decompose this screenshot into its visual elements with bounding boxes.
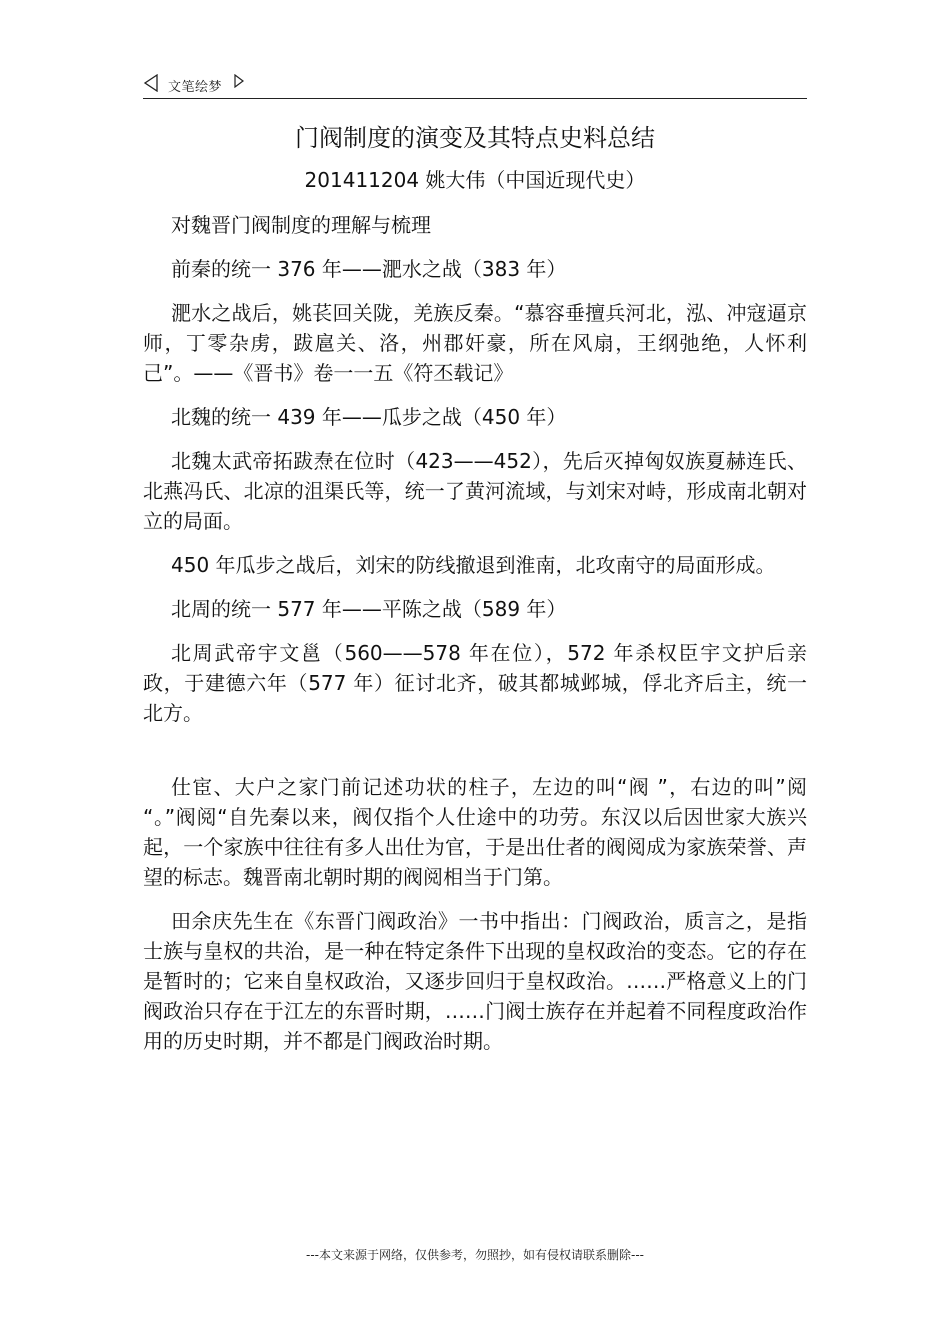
document-body: [143, 210, 807, 1070]
footer-disclaimer: ---本文来源于网络，仅供参考，勿照抄，如有侵权请联系删除---: [306, 1248, 644, 1262]
document-subtitle: 201411204 姚大伟（中国近现代史）: [304, 168, 646, 192]
paragraph: 450 年瓜步之战后，刘宋的防线撤退到淮南，北攻南守的局面形成。: [171, 553, 776, 577]
paragraph: 北周武帝宇文邕（560——578 年在位），572 年杀权臣宇文护后亲政，于建德六年（577 年）征讨北齐，破其都城邺城，俘北齐后主，统一北方。: [143, 641, 807, 725]
blank-line: [143, 742, 807, 772]
paragraph: 北魏的统一 439 年——瓜步之战（450 年）: [171, 405, 567, 429]
paragraph: 北魏太武帝拓跋焘在位时（423——452），先后灭掉匈奴族夏赫连氏、北燕冯氏、北凉的沮渠氏等，统一了黄河流域，与刘宋对峙，形成南北朝对立的局面。: [143, 449, 807, 533]
document-title: 门阀制度的演变及其特点史料总结: [295, 124, 655, 152]
paragraph: 淝水之战后，姚苌回关陇，羌族反秦。“慕容垂擅兵河北，泓、冲寇逼京师，丁零杂虏，跋扈关、洛，州郡奸豪，所在风扇，王纲弛绝，人怀利己”。——《晋书》卷一一五《符丕载记》: [143, 301, 807, 385]
paragraph: 田余庆先生在《东晋门阀政治》一书中指出：门阀政治，质言之，是指士族与皇权的共治，是一种在特定条件下出现的皇权政治的变态。它的存在是暂时的；它来自皇权政治，又逐步回归于皇权政治。……严格意义上的门阀政治只存在于江左的东晋时期，……门阀士族存在并起着不同程度政治作用的历史时期，并不都是门阀政治时期。: [143, 909, 807, 1053]
paragraph: 对魏晋门阀制度的理解与梳理: [171, 213, 431, 237]
paragraph: 仕宦、大户之家门前记述功状的柱子，左边的叫“阀 ”，右边的叫”阅 “。”阀阅“自先秦以来，阀仅指个人仕途中的功劳。东汉以后因世家大族兴起，一个家族中往往有多人出仕为官，于是出仕者的阀阅成为家族荣誉、声望的标志。魏晋南北朝时期的阀阅相当于门第。: [143, 775, 807, 889]
page-header: [143, 72, 807, 99]
triangle-left-icon: [143, 74, 159, 92]
header-brand: 文笔绘梦: [168, 80, 223, 95]
triangle-right-icon: [233, 74, 245, 88]
paragraph: 北周的统一 577 年——平陈之战（589 年）: [171, 597, 567, 621]
paragraph: 前秦的统一 376 年——淝水之战（383 年）: [171, 257, 567, 281]
